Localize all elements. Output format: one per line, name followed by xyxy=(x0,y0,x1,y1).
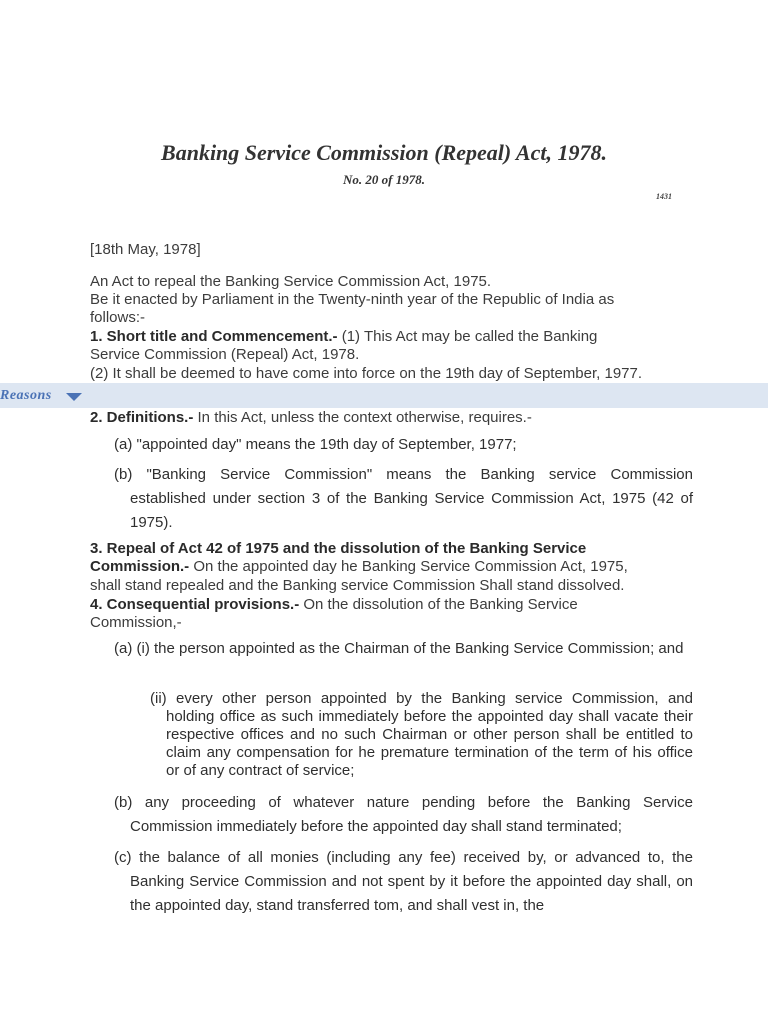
section-4-line-1 xyxy=(90,596,578,614)
section-1-heading: 1. Short title and Commencement.- xyxy=(90,328,338,345)
caret-down-icon[interactable] xyxy=(66,393,82,401)
section-3-line-2 xyxy=(90,558,628,576)
section-3-text: On the appointed day he Banking Service Commission Act, 1975, xyxy=(189,558,628,575)
section-1-line-2: Service Commission (Repeal) Act, 1978. xyxy=(90,346,360,363)
preamble-line-3: follows:- xyxy=(90,309,146,326)
enactment-date: [18th May, 1978] xyxy=(90,241,201,258)
section-4-heading: 4. Consequential provisions.- xyxy=(90,596,300,613)
preamble-line-2: Be it enacted by Parliament in the Twenty-ninth year of the Republic of India as xyxy=(90,291,615,308)
section-2-text: In this Act, unless the context otherwise, requires.- xyxy=(193,409,532,426)
section-4-text: On the dissolution of the Banking Service xyxy=(299,596,578,613)
section-1-line-1 xyxy=(90,328,597,346)
section-3-line-3: shall stand repealed and the Banking service Commission Shall stand dissolved. xyxy=(90,577,625,594)
section-1-text: (1) This Act may be called the Banking xyxy=(337,328,598,345)
section-3-heading-line-1 xyxy=(90,540,586,558)
section-3-heading-2: Commission.- xyxy=(90,558,190,575)
section-4-clause-b: (b) any proceeding of whatever nature pending before the Banking Service Commission immediately before the appointed day shall stand terminated; xyxy=(114,794,693,835)
section-2-line-1 xyxy=(90,409,532,427)
section-4-clause-c: (c) the balance of all monies (including any fee) received by, or advanced to, the Banking Service Commission and not spent by it before the appointed day shall, on the appointed day, stand transferred tom, and shall vest in, the xyxy=(114,849,693,914)
section-4-line-2: Commission,- xyxy=(90,614,182,631)
section-3-heading: 3. Repeal of Act 42 of 1975 and the dissolution of the Banking Service xyxy=(90,540,587,557)
section-2-clause-a: (a) "appointed day" means the 19th day of September, 1977; xyxy=(114,436,517,453)
preamble-line-1: An Act to repeal the Banking Service Commission Act, 1975. xyxy=(90,273,492,290)
section-1-line-3: (2) It shall be deemed to have come into force on the 19th day of September, 1977. xyxy=(90,365,643,382)
section-4-clause-a-i: (a) (i) the person appointed as the Chairman of the Banking Service Commission; and xyxy=(114,640,684,657)
act-number: No. 20 of 1978. xyxy=(343,172,425,187)
reasons-toggle-bar[interactable] xyxy=(0,383,768,408)
reasons-toggle-label[interactable]: Reasons xyxy=(0,388,52,403)
section-2-clause-b: (b) "Banking Service Commission" means the Banking service Commission established under section 3 of the Banking Service Commission Act, 1975 (42 of 1975). xyxy=(114,466,693,531)
section-4-clause-a-ii: (ii) every other person appointed by the Banking service Commission, and holding office as such immediately before the appointed day shall vacate their respective offices and no such Chairman or other person shall be entitled to claim any compensation for he premature termination of the term of his office or of any contract of service; xyxy=(150,690,693,779)
section-2-heading: 2. Definitions.- xyxy=(90,409,194,426)
act-title: Banking Service Commission (Repeal) Act, 1978. xyxy=(161,140,607,165)
page-number: 1431 xyxy=(656,192,672,201)
